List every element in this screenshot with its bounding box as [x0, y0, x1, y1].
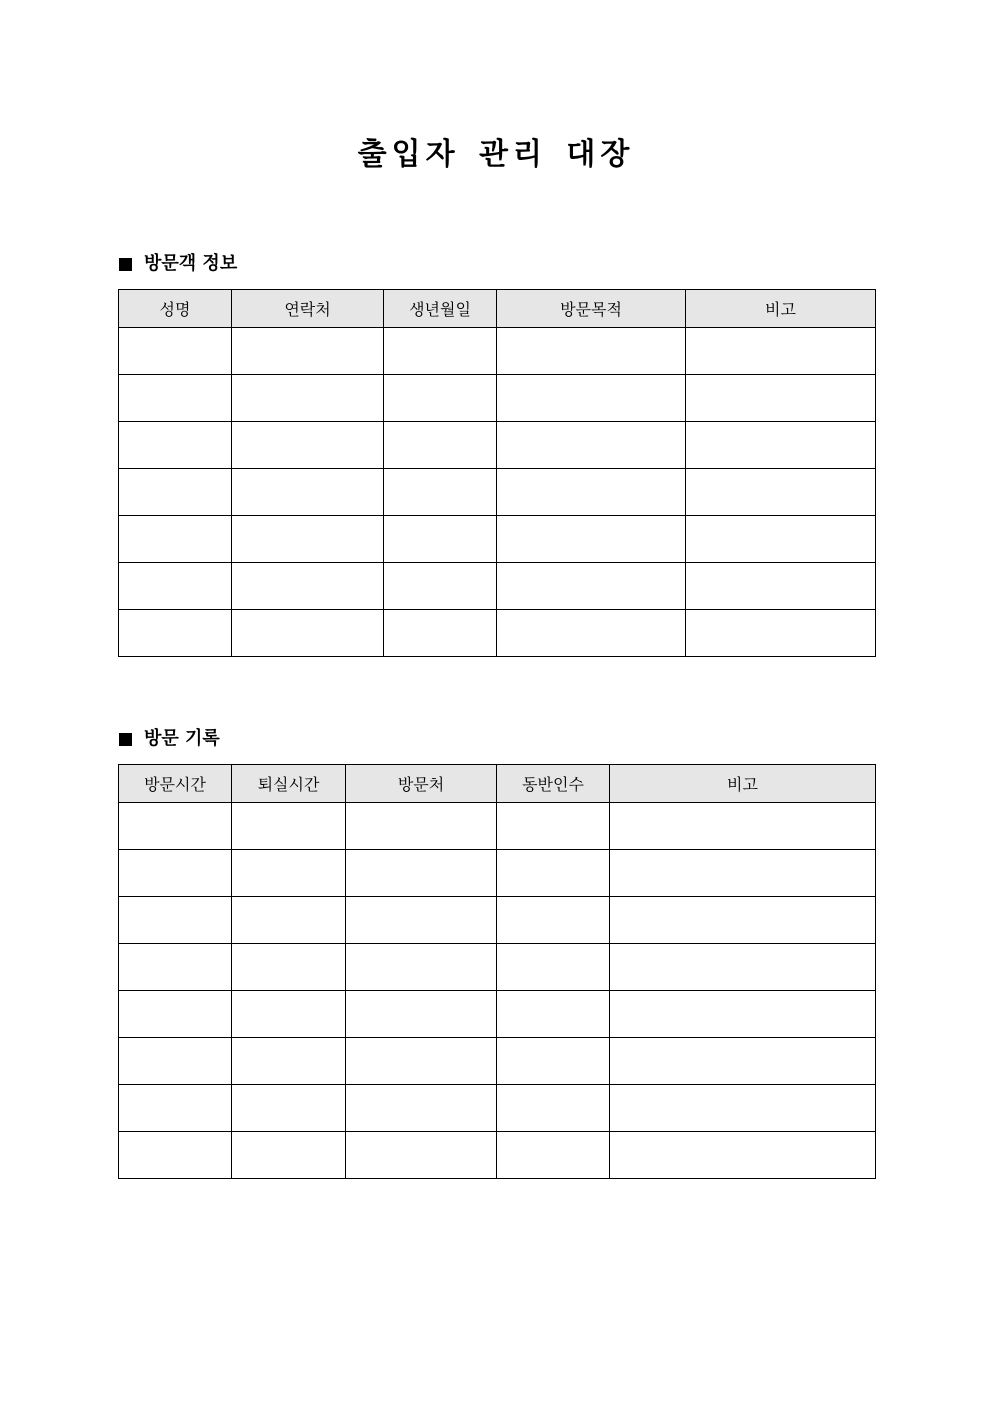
- table-cell[interactable]: [346, 1132, 497, 1179]
- table-cell[interactable]: [232, 375, 384, 422]
- table-cell[interactable]: [497, 375, 686, 422]
- table-cell[interactable]: [346, 850, 497, 897]
- table-cell[interactable]: [119, 850, 232, 897]
- table-row: [119, 563, 876, 610]
- column-header-exit-time: 퇴실시간: [232, 765, 346, 803]
- table-cell[interactable]: [686, 563, 876, 610]
- table-cell[interactable]: [686, 422, 876, 469]
- table-row: [119, 803, 876, 850]
- section-title-visitor-info: [119, 252, 237, 276]
- column-header-visit-time: 방문시간: [119, 765, 232, 803]
- table-cell[interactable]: [497, 469, 686, 516]
- table-header-row: [119, 290, 876, 328]
- table-cell[interactable]: [346, 1085, 497, 1132]
- section-title-visit-record: [119, 727, 220, 751]
- table-cell[interactable]: [497, 1085, 610, 1132]
- table-cell[interactable]: [232, 469, 384, 516]
- table-cell[interactable]: [384, 328, 497, 375]
- table-cell[interactable]: [232, 610, 384, 657]
- table-row: [119, 1085, 876, 1132]
- table-cell[interactable]: [346, 944, 497, 991]
- table-cell[interactable]: [610, 897, 876, 944]
- column-header-purpose: 방문목적: [497, 290, 686, 328]
- table-cell[interactable]: [119, 1038, 232, 1085]
- table-cell[interactable]: [119, 991, 232, 1038]
- table-row: [119, 375, 876, 422]
- column-header-remarks: 비고: [610, 765, 876, 803]
- table-cell[interactable]: [497, 850, 610, 897]
- column-header-birthdate: 생년월일: [384, 290, 497, 328]
- table-cell[interactable]: [232, 944, 346, 991]
- table-cell[interactable]: [346, 803, 497, 850]
- table-cell[interactable]: [610, 803, 876, 850]
- table-row: [119, 610, 876, 657]
- column-header-remarks: 비고: [686, 290, 876, 328]
- table-cell[interactable]: [119, 897, 232, 944]
- table-cell[interactable]: [610, 850, 876, 897]
- table-cell[interactable]: [346, 897, 497, 944]
- table-cell[interactable]: [497, 610, 686, 657]
- table-cell[interactable]: [384, 610, 497, 657]
- section-title-text: 방문객 정보: [144, 253, 238, 274]
- table-cell[interactable]: [119, 944, 232, 991]
- table-row: [119, 944, 876, 991]
- table-cell[interactable]: [119, 610, 232, 657]
- table-cell[interactable]: [384, 375, 497, 422]
- square-bullet-icon: [119, 733, 132, 746]
- table-cell[interactable]: [686, 328, 876, 375]
- table-row: [119, 897, 876, 944]
- table-row: [119, 516, 876, 563]
- table-cell[interactable]: [119, 422, 232, 469]
- table-cell[interactable]: [497, 897, 610, 944]
- visit-record-table: [118, 764, 876, 1179]
- table-row: [119, 469, 876, 516]
- table-cell[interactable]: [119, 516, 232, 563]
- table-cell[interactable]: [686, 610, 876, 657]
- table-cell[interactable]: [610, 991, 876, 1038]
- table-cell[interactable]: [497, 422, 686, 469]
- table-cell[interactable]: [232, 563, 384, 610]
- table-row: [119, 1132, 876, 1179]
- square-bullet-icon: [119, 258, 132, 271]
- table-cell[interactable]: [497, 516, 686, 563]
- table-row: [119, 328, 876, 375]
- table-cell[interactable]: [119, 1132, 232, 1179]
- table-cell[interactable]: [346, 991, 497, 1038]
- table-row: [119, 991, 876, 1038]
- section-title-text: 방문 기록: [144, 728, 220, 749]
- table-row: [119, 850, 876, 897]
- table-cell[interactable]: [610, 1085, 876, 1132]
- column-header-contact: 연락처: [232, 290, 384, 328]
- table-cell[interactable]: [384, 422, 497, 469]
- table-cell[interactable]: [232, 516, 384, 563]
- table-cell[interactable]: [497, 1038, 610, 1085]
- table-cell[interactable]: [384, 563, 497, 610]
- table-cell[interactable]: [119, 803, 232, 850]
- table-row: [119, 422, 876, 469]
- page-title: 출입자 관리 대장: [357, 137, 635, 172]
- table-cell[interactable]: [232, 1085, 346, 1132]
- table-cell[interactable]: [346, 1038, 497, 1085]
- table-cell[interactable]: [232, 803, 346, 850]
- table-cell[interactable]: [610, 1132, 876, 1179]
- table-cell[interactable]: [119, 375, 232, 422]
- table-cell[interactable]: [497, 1132, 610, 1179]
- table-cell[interactable]: [384, 469, 497, 516]
- table-row: [119, 1038, 876, 1085]
- table-cell[interactable]: [497, 991, 610, 1038]
- column-header-name: 성명: [119, 290, 232, 328]
- table-cell[interactable]: [497, 803, 610, 850]
- table-cell[interactable]: [232, 1132, 346, 1179]
- table-cell[interactable]: [686, 375, 876, 422]
- table-cell[interactable]: [232, 850, 346, 897]
- table-cell[interactable]: [119, 563, 232, 610]
- table-cell[interactable]: [610, 944, 876, 991]
- visit-table-body: [119, 803, 876, 1179]
- table-cell[interactable]: [497, 944, 610, 991]
- table-cell[interactable]: [232, 422, 384, 469]
- visitor-info-table: [118, 289, 876, 657]
- column-header-destination: 방문처: [346, 765, 497, 803]
- table-header-row: [119, 765, 876, 803]
- column-header-companions: 동반인수: [497, 765, 610, 803]
- table-cell[interactable]: [232, 328, 384, 375]
- table-cell[interactable]: [119, 469, 232, 516]
- table-cell[interactable]: [686, 516, 876, 563]
- table-cell[interactable]: [497, 328, 686, 375]
- table-cell[interactable]: [232, 1038, 346, 1085]
- table-cell[interactable]: [497, 563, 686, 610]
- table-cell[interactable]: [384, 516, 497, 563]
- table-cell[interactable]: [119, 328, 232, 375]
- table-cell[interactable]: [610, 1038, 876, 1085]
- table-cell[interactable]: [232, 897, 346, 944]
- visitor-table-body: [119, 328, 876, 657]
- table-cell[interactable]: [232, 991, 346, 1038]
- table-cell[interactable]: [119, 1085, 232, 1132]
- table-cell[interactable]: [686, 469, 876, 516]
